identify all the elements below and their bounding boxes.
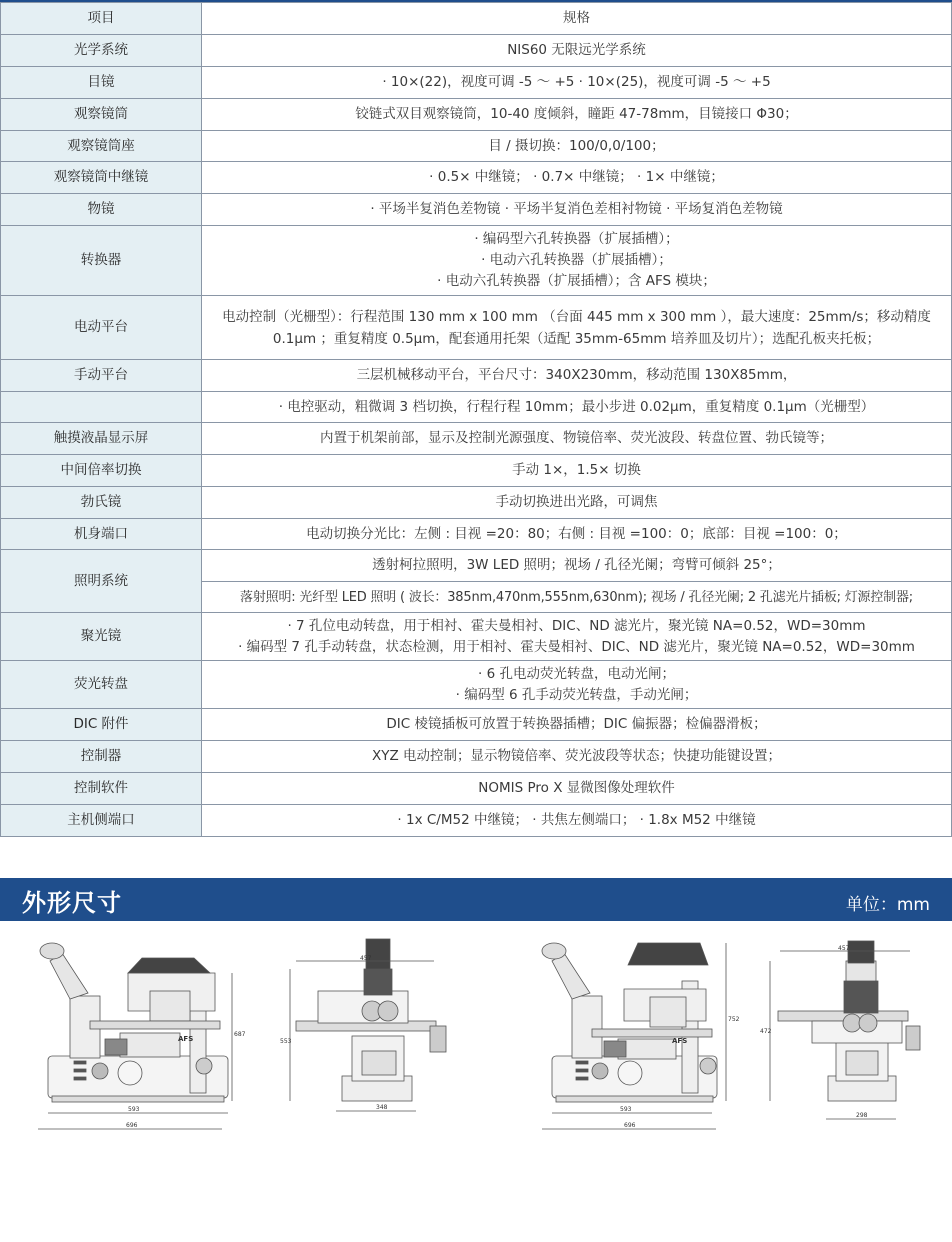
row-label: 观察镜筒中继镜: [1, 162, 202, 194]
table-row: [1, 360, 952, 392]
table-row: [1, 131, 952, 162]
afs-label: AFS: [178, 1035, 194, 1043]
section-unit: 单位：mm: [845, 895, 930, 915]
value-line: · 编码型 7 孔手动转盘，状态检测，用于相衬、霍夫曼相衬、DIC、ND 滤光片，聚光镜 NA=0.52，WD=30mm: [238, 638, 915, 655]
row-label: 手动平台: [1, 360, 202, 392]
table-row: [1, 162, 952, 194]
side-view-2: [542, 943, 726, 1129]
header-item: 项目: [1, 3, 202, 35]
side-view-1: [38, 943, 232, 1129]
row-value: · 10×(22)，视度可调 -5 ～ +5 · 10×(25)，视度可调 -5 ～ +5: [202, 67, 952, 99]
table-row: [1, 519, 952, 550]
value-line: · 电动六孔转换器（扩展插槽）；: [481, 252, 672, 268]
table-row: [1, 550, 952, 582]
row-label: 观察镜筒座: [1, 131, 202, 162]
row-label: 控制软件: [1, 773, 202, 805]
spec-table: [0, 2, 952, 837]
row-value: · 平场半复消色差物镜 · 平场半复消色差相衬物镜 · 平场复消色差物镜: [202, 194, 952, 226]
row-label: 聚光镜: [1, 613, 202, 661]
row-label: 观察镜筒: [1, 99, 202, 131]
row-value: 三层机械移动平台，平台尺寸：340X230mm，移动范围 130X85mm，: [202, 360, 952, 392]
section-title: 外形尺寸: [22, 889, 122, 917]
dim-label: 298: [856, 1112, 868, 1119]
afs-label: AFS: [672, 1037, 688, 1045]
row-value: [202, 226, 952, 296]
row-label: 光学系统: [1, 35, 202, 67]
row-value: 手动切换进出光路，可调焦: [202, 487, 952, 519]
row-value: · 0.5× 中继镜； · 0.7× 中继镜； · 1× 中继镜；: [202, 162, 952, 194]
table-row: [1, 613, 952, 661]
row-value: 目 / 摄切换：100/0,0/100；: [202, 131, 952, 162]
table-row: [1, 709, 952, 741]
row-value: · 电控驱动，粗微调 3 档切换，行程行程 10mm；最小步进 0.02μm，重复精度 0.1μm（光栅型）: [202, 392, 952, 423]
dimension-drawings: [0, 921, 952, 1242]
row-value: 手动 1×，1.5× 切换: [202, 455, 952, 487]
row-label: 触摸液晶显示屏: [1, 423, 202, 455]
dim-label: 457: [360, 955, 372, 962]
dim-label: 696: [624, 1122, 636, 1129]
value-line: · 编码型六孔转换器（扩展插槽）；: [474, 231, 679, 247]
table-row: [1, 99, 952, 131]
table-row: [1, 423, 952, 455]
row-label: 物镜: [1, 194, 202, 226]
row-value: NOMIS Pro X 显微图像处理软件: [202, 773, 952, 805]
row-label: 荧光转盘: [1, 661, 202, 709]
table-row: [1, 805, 952, 837]
row-value: NIS60 无限远光学系统: [202, 35, 952, 67]
row-label: 目镜: [1, 67, 202, 99]
row-label: 转换器: [1, 226, 202, 296]
dim-label: 593: [128, 1106, 140, 1113]
table-row: [1, 296, 952, 360]
row-value: 落射照明: 光纤型 LED 照明 ( 波长：385nm,470nm,555nm,630nm); 视场 / 孔径光阑; 2 孔滤光片插板; 灯源控制器;: [202, 582, 952, 613]
table-row: [1, 194, 952, 226]
row-label: [1, 392, 202, 423]
row-label: 中间倍率切换: [1, 455, 202, 487]
row-label: DIC 附件: [1, 709, 202, 741]
table-row: [1, 35, 952, 67]
dim-label: 752: [728, 1016, 740, 1023]
table-row: [1, 487, 952, 519]
row-value: 铰链式双目观察镜筒，10-40 度倾斜，瞳距 47-78mm，目镜接口 Φ30；: [202, 99, 952, 131]
row-label: 照明系统: [1, 550, 202, 613]
dim-label: 348: [376, 1104, 388, 1111]
row-label: 勃氏镜: [1, 487, 202, 519]
value-line: · 7 孔位电动转盘，用于相衬、霍夫曼相衬、DIC、ND 滤光片，聚光镜 NA=0.52，WD=30mm: [287, 617, 866, 634]
row-value: DIC 棱镜插板可放置于转换器插槽；DIC 偏振器；检偏器滑板；: [202, 709, 952, 741]
dim-label: 472: [760, 1028, 772, 1035]
table-row: [1, 455, 952, 487]
row-value: [202, 613, 952, 661]
row-value: 电动控制（光栅型）：行程范围 130 mm x 100 mm （台面 445 mm x 300 mm ），最大速度：25mm/s；移动精度 0.1μm ；重复精度 0.5μm，配套通用托架（适配 35mm-65mm 培养皿及切片）；选配孔板夹托板；: [202, 296, 952, 360]
section-header: [0, 878, 952, 921]
table-header-row: [1, 3, 952, 35]
dim-label: 553: [280, 1038, 292, 1045]
front-view-2: [770, 941, 920, 1119]
front-view-1: [290, 939, 446, 1111]
dim-label: 457: [838, 945, 850, 952]
table-row: [1, 741, 952, 773]
table-row: [1, 226, 952, 296]
table-row: [1, 392, 952, 423]
header-spec: 规格: [202, 3, 952, 35]
value-line: · 6 孔电动荧光转盘，电动光闸；: [478, 665, 675, 682]
row-value: [202, 661, 952, 709]
row-value: 透射柯拉照明，3W LED 照明；视场 / 孔径光阑；弯臂可倾斜 25°；: [202, 550, 952, 582]
drawings-svg: [0, 921, 952, 1242]
dim-label: 593: [620, 1106, 632, 1113]
value-line: · 电动六孔转换器（扩展插槽）；含 AFS 模块；: [437, 273, 716, 289]
row-label: 机身端口: [1, 519, 202, 550]
row-value: XYZ 电动控制；显示物镜倍率、荧光波段等状态；快捷功能键设置；: [202, 741, 952, 773]
row-label: 主机侧端口: [1, 805, 202, 837]
table-row: [1, 773, 952, 805]
row-label: 电动平台: [1, 296, 202, 360]
row-value: 内置于机架前部，显示及控制光源强度、物镜倍率、荧光波段、转盘位置、勃氏镜等；: [202, 423, 952, 455]
row-label: 控制器: [1, 741, 202, 773]
dim-label: 687: [234, 1031, 246, 1038]
dim-label: 696: [126, 1122, 138, 1129]
value-line: · 编码型 6 孔手动荧光转盘，手动光闸；: [455, 686, 698, 703]
table-row: [1, 661, 952, 709]
row-value: · 1x C/M52 中继镜； · 共焦左侧端口； · 1.8x M52 中继镜: [202, 805, 952, 837]
row-value: 电动切换分光比：左侧 : 目视 =20：80；右侧 : 目视 =100：0；底部：目视 =100：0；: [202, 519, 952, 550]
table-row: [1, 67, 952, 99]
